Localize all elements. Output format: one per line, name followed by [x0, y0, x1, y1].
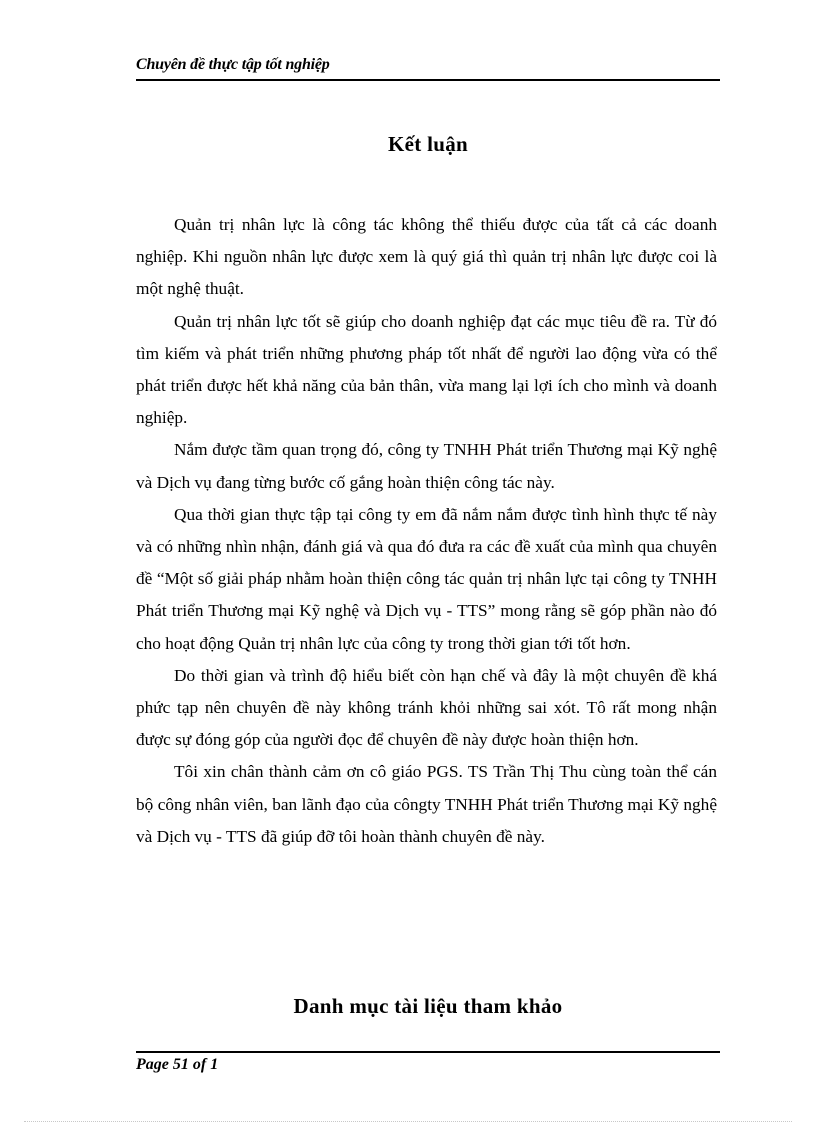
section-heading-conclusion: Kết luận	[388, 132, 468, 156]
footer-divider	[136, 1051, 720, 1053]
paragraph: Do thời gian và trình độ hiểu biết còn hạn chế và đây là một chuyên đề khá phức tạp nên chuyên đề này không tránh khỏi những sai xót. Tô rất mong nhận được sự đóng góp của người đọc để chuyên đề này được hoàn thiện hơn.	[136, 665, 717, 750]
header-divider	[136, 79, 720, 81]
page-edge-line	[24, 1121, 792, 1122]
section-heading-references: Danh mục tài liệu tham khảo	[293, 994, 563, 1018]
page-number: Page 51 of 1	[136, 1056, 219, 1073]
paragraph: Nắm được tầm quan trọng đó, công ty TNHH Phát triển Thương mại Kỹ nghệ và Dịch vụ đang từng bước cố gắng hoàn thiện công tác này.	[136, 440, 717, 492]
running-header: Chuyên đề thực tập tốt nghiệp	[136, 56, 330, 73]
paragraph: Tôi xin chân thành cảm ơn cô giáo PGS. TS Trần Thị Thu cùng toàn thể cán bộ công nhân viên, ban lãnh đạo của côngty TNHH Phát triển Thương mại Kỹ nghệ và Dịch vụ - TTS đã giúp đỡ tôi hoàn thành chuyên đề này.	[136, 762, 717, 846]
paragraph: Quản trị nhân lực là công tác không thể thiếu được của tất cả các doanh nghiệp. Khi nguồn nhân lực được xem là quý giá thì quản trị nhân lực được coi là một nghệ thuật.	[136, 215, 717, 299]
conclusion-body	[136, 209, 717, 853]
paragraph: Quản trị nhân lực tốt sẽ giúp cho doanh nghiệp đạt các mục tiêu đề ra. Từ đó tìm kiếm và phát triển những phương pháp tốt nhất để người lao động vừa có thể phát triển được hết khả năng của bản thân, vừa mang lại lợi ích cho mình và doanh nghiệp.	[136, 311, 717, 428]
paragraph: Qua thời gian thực tập tại công ty em đã nắm nắm được tình hình thực tế này và có những nhìn nhận, đánh giá và qua đó đưa ra các đề xuất của mình qua chuyên đề “Một số giải pháp nhằm hoàn thiện công tác quản trị nhân lực tại công ty TNHH Phát triển Thương mại Kỹ nghệ và Dịch vụ - TTS” mong rằng sẽ góp phần nào đó cho hoạt động Quản trị nhân lực của công ty trong thời gian tới tốt hơn.	[136, 504, 717, 653]
